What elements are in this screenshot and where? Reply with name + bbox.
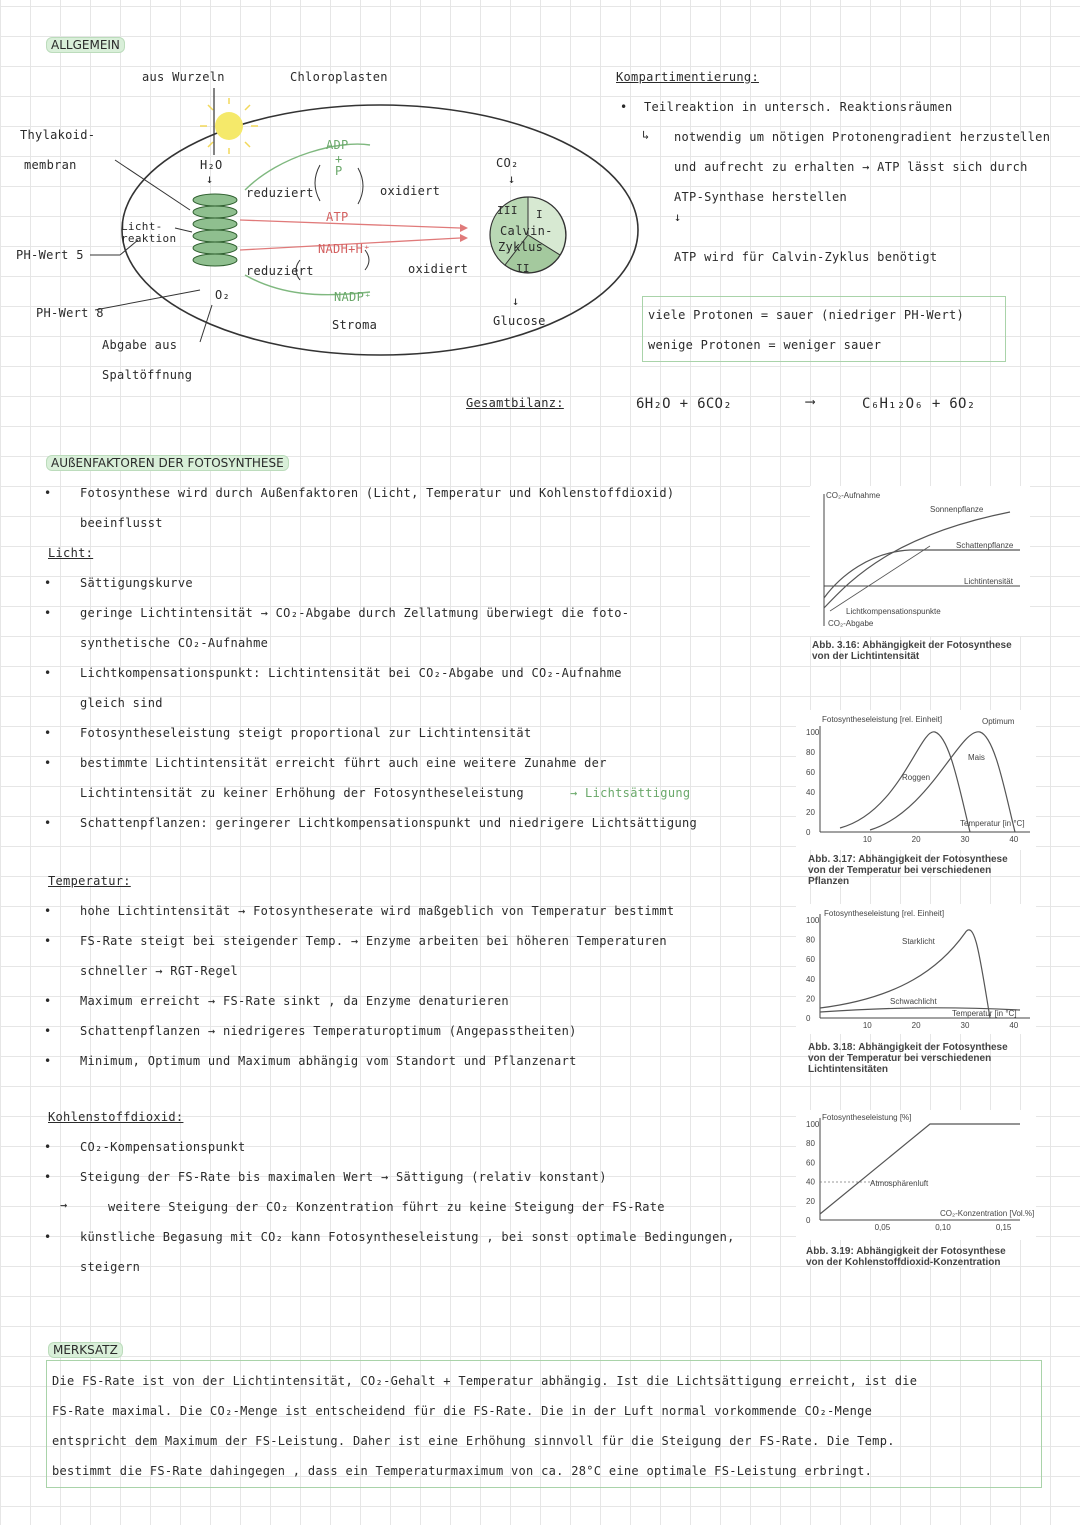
x-tick-label: 0,05	[874, 1223, 891, 1232]
licht-b3a: Lichtkompensationspunkt: Lichtintensität bei CO₂-Abgabe und CO₂-Aufnahme	[80, 666, 622, 680]
bilanz-left: 6H₂O + 6CO₂	[636, 396, 733, 412]
label-roman-1: I	[536, 208, 543, 221]
temp-b2b: schneller → RGT-Regel	[80, 964, 239, 978]
c2-optimum: Optimum	[982, 717, 1015, 726]
licht-title: Licht:	[48, 546, 94, 560]
chart-licht	[810, 486, 1030, 636]
komp-line-4: ATP-Synthase herstellen	[674, 190, 848, 204]
label-reaktion: reaktion	[121, 232, 177, 245]
label-abgabe: Abgabe aus	[102, 338, 178, 352]
curve-mais	[870, 732, 1015, 832]
bullet-dot: •	[44, 1230, 52, 1244]
label-reduziert-1: reduziert	[246, 186, 314, 200]
label-calvin-1: Calvin-	[500, 224, 553, 238]
curve-co2	[820, 1124, 1020, 1214]
bullet-dot: •	[44, 994, 52, 1008]
label-roman-2: II	[516, 262, 530, 275]
merksatz-line-1: Die FS-Rate ist von der Lichtintensität, CO₂-Gehalt + Temperatur abhängig. Ist die Lichtsättigung erreicht, ist die	[52, 1374, 918, 1388]
licht-b5c: → Lichtsättigung	[570, 786, 691, 800]
x-tick-label: 30	[960, 835, 970, 844]
komp-line-5: ATP wird für Calvin-Zyklus benötigt	[674, 250, 938, 264]
temp-b2a: FS-Rate steigt bei steigender Temp. → Enzyme arbeiten bei höheren Temperaturen	[80, 934, 667, 948]
kompartimentierung-title: Kompartimentierung:	[616, 70, 759, 84]
bullet-dot: •	[620, 100, 628, 114]
bullet-dot: •	[44, 726, 52, 740]
label-nadp: NADP⁺	[334, 290, 372, 304]
label-nadh: NADH+H⁺	[318, 242, 371, 256]
bullet-dot: •	[44, 904, 52, 918]
arrow-co2: ↓	[508, 172, 516, 186]
c1-schatten: Schattenpflanze	[956, 541, 1014, 550]
label-co2: CO₂	[496, 156, 519, 170]
chart-temp-pflanzen	[796, 710, 1036, 850]
co2-b4b: steigern	[80, 1260, 141, 1274]
temp-b1: hohe Lichtintensität → Fotosyntheserate wird maßgeblich von Temperatur bestimmt	[80, 904, 675, 918]
label-o2: O₂	[215, 288, 231, 302]
c2-ylabel: Fotosyntheseleistung [rel. Einheit]	[822, 715, 943, 724]
label-reduziert-2: reduziert	[246, 264, 314, 278]
c1-ylabel: CO₂-Aufnahme	[826, 491, 881, 500]
c3-xlabel: Temperatur [in °C]	[952, 1009, 1017, 1018]
merksatz-line-3: entspricht dem Maximum der FS-Leistung. Daher ist eine Erhöhung sinnvoll für die Steigung der FS-Rate. Die Temp.	[52, 1434, 895, 1448]
label-stroma: Stroma	[332, 318, 378, 332]
c3-ylabel: Fotosyntheseleistung [rel. Einheit]	[824, 909, 945, 918]
y-tick-label: 20	[806, 1196, 815, 1206]
intro-line-1: Fotosynthese wird durch Außenfaktoren (Licht, Temperatur und Kohlenstoffdioxid)	[80, 486, 675, 500]
komp-arrow-down: ↓	[674, 210, 682, 224]
y-tick-label: 100	[806, 1120, 820, 1129]
y-tick-label: 60	[806, 1158, 815, 1168]
x-tick-label: 20	[911, 1021, 921, 1030]
label-chloroplasten: Chloroplasten	[290, 70, 388, 84]
c1-xlabel: Lichtintensität	[964, 577, 1013, 586]
y-tick-label: 80	[806, 1139, 815, 1149]
x-tick-label: 40	[1009, 835, 1019, 844]
bullet-dot: •	[44, 606, 52, 620]
c2-caption: Abb. 3.17: Abhängigkeit der Fotosynthese von der Temperatur bei verschiedenen Pflanzen	[808, 854, 1008, 887]
x-tick-label: 0,10	[935, 1223, 951, 1232]
licht-b5a: bestimmte Lichtintensität erreicht führt auch eine weitere Zunahme der	[80, 756, 607, 770]
merksatz-line-4: bestimmt die FS-Rate dahingegen , dass ein Temperaturmaximum von ca. 28°C eine optimale FS-Leistung erbringt.	[52, 1464, 873, 1478]
x-tick-label: 20	[911, 835, 921, 844]
c3-starklicht: Starklicht	[902, 937, 935, 946]
arrow-h2o: ↓	[206, 172, 214, 186]
label-oxidiert-2: oxidiert	[408, 262, 469, 276]
x-tick-label: 30	[960, 1021, 970, 1030]
x-tick-label: 10	[862, 835, 872, 844]
c1-punkte: Lichtkompensationspunkte	[846, 607, 941, 616]
y-tick-label: 40	[806, 974, 815, 984]
temperatur-title: Temperatur:	[48, 874, 131, 888]
y-tick-label: 80	[806, 935, 815, 945]
y-tick-label: 60	[806, 768, 815, 777]
chart-co2	[796, 1110, 1036, 1240]
co2-b4a: künstliche Begasung mit CO₂ kann Fotosyntheseleistung , bei sonst optimale Bedingungen,	[80, 1230, 735, 1244]
co2-title: Kohlenstoffdioxid:	[48, 1110, 184, 1124]
protonen-line-2: wenige Protonen = weniger sauer	[648, 338, 882, 352]
merksatz-title: MERKSATZ	[48, 1342, 123, 1358]
co2-arrow: →	[60, 1198, 68, 1212]
komp-line-2: notwendig um nötigen Protonengradient herzustellen	[674, 130, 1051, 144]
licht-b2b: synthetische CO₂-Aufnahme	[80, 636, 269, 650]
komp-arrow: ↳	[642, 128, 650, 142]
bullet-dot: •	[44, 756, 52, 770]
licht-b4: Fotosyntheseleistung steigt proportional zur Lichtintensität	[80, 726, 532, 740]
c4-caption: Abb. 3.19: Abhängigkeit der Fotosynthese von der Kohlenstoffdioxid-Konzentration	[806, 1246, 1006, 1268]
label-membran: membran	[24, 158, 77, 172]
co2-b2: Steigung der FS-Rate bis maximalen Wert → Sättigung (relativ konstant)	[80, 1170, 607, 1184]
protonen-box	[642, 296, 1006, 362]
label-plus: +	[335, 152, 343, 166]
bullet-dot: •	[44, 486, 52, 500]
label-h2o: H₂O	[200, 158, 223, 172]
y-tick-label: 60	[806, 955, 815, 965]
komp-line-3: und aufrecht zu erhalten → ATP lässt sich durch	[674, 160, 1028, 174]
label-adp: ADP	[326, 138, 349, 152]
label-roman-3: III	[497, 204, 518, 217]
y-tick-label: 0	[806, 828, 811, 837]
label-atp: ATP	[326, 210, 349, 224]
co2-b3: weitere Steigung der CO₂ Konzentration führt zu keine Steigung der FS-Rate	[108, 1200, 665, 1214]
thylakoid-stack	[193, 194, 237, 266]
c4-xlabel: CO₂-Konzentration [Vol.%]	[940, 1209, 1035, 1218]
label-licht: Licht-	[121, 220, 163, 233]
bullet-dot: •	[44, 816, 52, 830]
label-ph-low: PH-Wert 5	[16, 248, 84, 262]
licht-b1: Sättigungskurve	[80, 576, 193, 590]
bullet-dot: •	[44, 1024, 52, 1038]
label-aus-wurzeln: aus Wurzeln	[142, 70, 225, 84]
temp-b4: Schattenpflanzen → niedrigeres Temperaturoptimum (Angepasstheiten)	[80, 1024, 577, 1038]
sun-icon	[215, 112, 243, 140]
c4-atmosphaerenluft: Atmosphärenluft	[870, 1179, 929, 1188]
label-p: P	[335, 164, 343, 178]
c1-abgabe: CO₂-Abgabe	[828, 619, 874, 628]
arrow-glucose: ↓	[512, 294, 520, 308]
bilanz-right: C₆H₁₂O₆ + 6O₂	[862, 396, 976, 412]
c1-sonne: Sonnenpflanze	[930, 505, 984, 514]
y-tick-label: 20	[806, 994, 815, 1004]
intro-line-2: beeinflusst	[80, 516, 163, 530]
co2-b1: CO₂-Kompensationspunkt	[80, 1140, 246, 1154]
y-tick-label: 0	[806, 1216, 811, 1225]
licht-b3b: gleich sind	[80, 696, 163, 710]
section-title-aussenfaktoren: AUßENFAKTOREN DER FOTOSYNTHESE	[46, 455, 289, 471]
y-tick-label: 0	[806, 1014, 811, 1023]
section-title-allgemein: ALLGEMEIN	[46, 37, 125, 53]
y-tick-label: 40	[806, 1177, 815, 1187]
label-oxidiert-1: oxidiert	[380, 184, 441, 198]
c2-xlabel: Temperatur [in °C]	[960, 819, 1025, 828]
bullet-dot: •	[44, 1140, 52, 1154]
y-tick-label: 20	[806, 808, 815, 817]
label-thylakoid: Thylakoid-	[20, 128, 96, 142]
y-tick-label: 40	[806, 788, 815, 797]
licht-b6: Schattenpflanzen: geringerer Lichtkompensationspunkt und niedrigere Lichtsättigung	[80, 816, 698, 830]
bullet-dot: •	[44, 1054, 52, 1068]
c3-caption: Abb. 3.18: Abhängigkeit der Fotosynthese von der Temperatur bei verschiedenen Lichtintensitäten	[808, 1042, 1008, 1075]
c4-ylabel: Fotosyntheseleistung [%]	[822, 1113, 912, 1122]
komp-line-1: Teilreaktion in untersch. Reaktionsräumen	[644, 100, 953, 114]
merksatz-line-2: FS-Rate maximal. Die CO₂-Menge ist entscheidend für die FS-Rate. Die in der Luft normal vorkommende CO₂-Menge	[52, 1404, 873, 1418]
y-tick-label: 100	[806, 916, 820, 925]
c2-mais: Mais	[968, 753, 985, 762]
chloroplast-diagram	[0, 60, 660, 390]
x-tick-label: 10	[862, 1021, 872, 1030]
c3-schwachlicht: Schwachlicht	[890, 997, 937, 1006]
protonen-line-1: viele Protonen = sauer (niedriger PH-Wert)	[648, 308, 965, 322]
label-spaltoeffnung: Spaltöffnung	[102, 368, 193, 382]
bilanz-arrow: ⟶	[806, 394, 815, 410]
x-tick-label: 40	[1009, 1021, 1019, 1030]
x-tick-label: 0,15	[995, 1223, 1012, 1232]
temp-b5: Minimum, Optimum und Maximum abhängig vom Standort und Pflanzenart	[80, 1054, 577, 1068]
licht-b5b: Lichtintensität zu keiner Erhöhung der Fotosyntheseleistung	[80, 786, 524, 800]
c1-caption: Abb. 3.16: Abhängigkeit der Fotosynthese von der Lichtintensität	[812, 640, 1012, 662]
y-tick-label: 100	[806, 728, 820, 737]
label-calvin-2: Zyklus	[498, 240, 544, 254]
bullet-dot: •	[44, 1170, 52, 1184]
bullet-dot: •	[44, 576, 52, 590]
label-ph-high: PH-Wert 8	[36, 306, 104, 320]
licht-b2a: geringe Lichtintensität → CO₂-Abgabe durch Zellatmung überwiegt die foto-	[80, 606, 630, 620]
y-tick-label: 80	[806, 748, 815, 757]
chart-temp-licht	[796, 904, 1036, 1034]
bilanz-label: Gesamtbilanz:	[466, 396, 564, 410]
temp-b3: Maximum erreicht → FS-Rate sinkt , da Enzyme denaturieren	[80, 994, 509, 1008]
label-glucose: Glucose	[493, 314, 546, 328]
c2-roggen: Roggen	[902, 773, 931, 782]
bullet-dot: •	[44, 666, 52, 680]
bullet-dot: •	[44, 934, 52, 948]
